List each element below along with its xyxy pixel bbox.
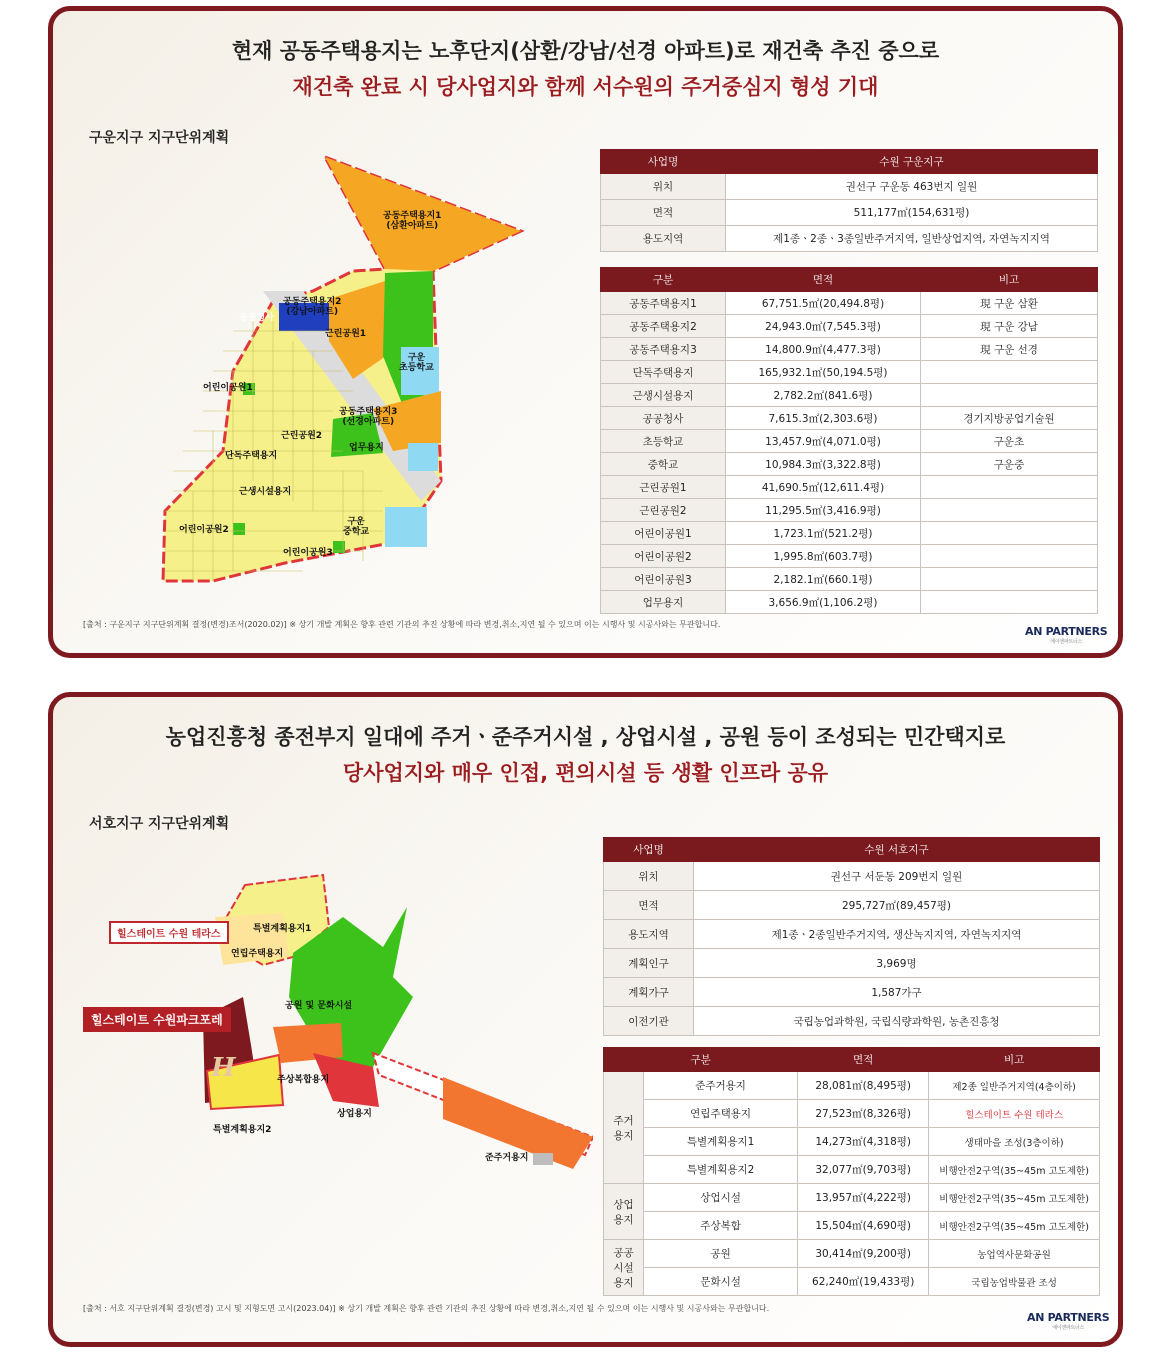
area-cell-type: 공원 [644, 1240, 798, 1268]
area-cell-note: 국립농업박물관 조성 [929, 1268, 1100, 1296]
area-cell-area: 24,943.0㎡(7,545.3평) [726, 315, 921, 338]
area-header-type: 구분 [604, 1048, 798, 1072]
seoho-area-table [603, 1047, 1100, 1296]
info-key: 위치 [604, 862, 694, 891]
area-cell-area: 14,273㎡(4,318평) [798, 1128, 929, 1156]
area-cell-type: 어린이공원1 [601, 522, 726, 545]
area-cell-type: 주상복합 [644, 1212, 798, 1240]
hillstate-parkforet-callout: 힐스테이트 수원파크포레 [83, 1007, 231, 1032]
area-cell-area: 13,957㎡(4,222평) [798, 1184, 929, 1212]
area-cell-area: 1,723.1㎡(521.2평) [726, 522, 921, 545]
table-row [604, 862, 1100, 891]
info-value: 권선구 서둔동 209번지 일원 [694, 862, 1100, 891]
map-label-middle: 구운 중학교 [343, 517, 370, 537]
area-cell-type: 근린공원1 [601, 476, 726, 499]
map-label-elem: 구운 초등학교 [399, 353, 434, 373]
table-row [601, 522, 1098, 545]
area-header-note: 비고 [929, 1048, 1100, 1072]
area-cell-type: 준주거용지 [644, 1072, 798, 1100]
map-label-kid2: 어린이공원2 [179, 525, 229, 535]
table-row [601, 568, 1098, 591]
table-row [604, 920, 1100, 949]
table-row [601, 545, 1098, 568]
table-row [604, 1007, 1100, 1036]
map-subtitle: 서호지구 지구단위계획 [89, 816, 230, 832]
area-header-note: 비고 [921, 268, 1098, 292]
area-cell-note: 現 구운 선경 [921, 338, 1098, 361]
area-cell-area: 14,800.9㎡(4,477.3평) [726, 338, 921, 361]
area-cell-note: 생태마을 조성(3층이하) [929, 1128, 1100, 1156]
map-label-apt2: 공동주택용지2 (강남아파트) [283, 297, 342, 317]
map-label-biz: 업무용지 [349, 443, 384, 453]
table-row [601, 200, 1098, 226]
table-row [601, 361, 1098, 384]
info-key: 면적 [604, 891, 694, 920]
area-cell-area: 2,782.2㎡(841.6평) [726, 384, 921, 407]
guun-area-table [600, 267, 1098, 614]
area-header-area: 면적 [798, 1048, 929, 1072]
map-label-office: 공공청사 [239, 313, 274, 323]
area-cell-note [921, 361, 1098, 384]
area-cell-area: 62,240㎡(19,433평) [798, 1268, 929, 1296]
area-cell-type: 상업시설 [644, 1184, 798, 1212]
table-row [601, 453, 1098, 476]
table-row [601, 315, 1098, 338]
map-label-kid1: 어린이공원1 [203, 383, 253, 393]
table-row [604, 891, 1100, 920]
info-value: 제1종ㆍ2종ㆍ3종일반주거지역, 일반상업지역, 자연녹지지역 [726, 226, 1098, 252]
info-key: 계획가구 [604, 978, 694, 1007]
info-key: 계획인구 [604, 949, 694, 978]
map-label-kid3: 어린이공원3 [283, 548, 333, 558]
area-cell-area: 3,656.9㎡(1,106.2평) [726, 591, 921, 614]
area-cell-area: 15,504㎡(4,690평) [798, 1212, 929, 1240]
area-cell-area: 67,751.5㎡(20,494.8평) [726, 292, 921, 315]
area-cell-area: 1,995.8㎡(603.7평) [726, 545, 921, 568]
area-header-type: 구분 [601, 268, 726, 292]
table-row [601, 476, 1098, 499]
map-label-park2: 근린공원2 [281, 431, 323, 441]
area-cell-note: 경기지방공업기술원 [921, 407, 1098, 430]
area-cell-type: 근생시설용지 [601, 384, 726, 407]
info-header-value: 수원 구운지구 [726, 150, 1098, 174]
table-row [604, 1128, 1100, 1156]
area-cell-type: 특별계획용지2 [644, 1156, 798, 1184]
area-cell-area: 27,523㎡(8,326평) [798, 1100, 929, 1128]
area-cell-type: 공동주택용지3 [601, 338, 726, 361]
area-cell-area: 7,615.3㎡(2,303.6평) [726, 407, 921, 430]
area-cell-type: 업무용지 [601, 591, 726, 614]
map-label-commercial: 상업용지 [337, 1109, 372, 1119]
headline-1: 현재 공동주택용지는 노후단지(삼환/강남/선경 아파트)로 재건축 추진 중으로 [231, 39, 940, 63]
info-value: 3,969명 [694, 949, 1100, 978]
guun-district-panel [48, 6, 1123, 658]
area-cell-area: 41,690.5㎡(12,611.4평) [726, 476, 921, 499]
table-row [604, 949, 1100, 978]
table-row [601, 407, 1098, 430]
map-label-mixed: 주상복합용지 [277, 1075, 330, 1085]
table-row [601, 384, 1098, 407]
area-cell-note: 구운초 [921, 430, 1098, 453]
seoho-map [193, 857, 593, 1197]
map-label-semi: 준주거용지 [485, 1153, 529, 1163]
source-note: [출처 : 서호 지구단위계획 결정(변경) 고시 및 지형도면 고시(2023.04)] ※ 상기 개발 계획은 향후 관련 기관의 추진 상황에 따라 변경,취소,지연 될 수 있으며 이는 시행사 및 시공사와는 무관합니다. [83, 1304, 770, 1313]
info-key: 용도지역 [601, 226, 726, 252]
area-cell-area: 32,077㎡(9,703평) [798, 1156, 929, 1184]
map-label-apt1: 공동주택용지1 (삼환아파트) [383, 211, 442, 231]
table-row [601, 430, 1098, 453]
info-value: 295,727㎡(89,457평) [694, 891, 1100, 920]
logo-text: AN PARTNERS [1025, 625, 1108, 638]
info-value: 국립농업과학원, 국립식량과학원, 농촌진흥청 [694, 1007, 1100, 1036]
area-cell-note: 구운중 [921, 453, 1098, 476]
table-row [601, 591, 1098, 614]
map-label-apt3: 공동주택용지3 (선경아파트) [339, 407, 398, 427]
table-row [604, 978, 1100, 1007]
area-cell-type: 중학교 [601, 453, 726, 476]
headline-2: 당사업지와 매우 인접, 편의시설 등 생활 인프라 공유 [342, 761, 829, 785]
area-cell-note: 비행안전2구역(35~45m 고도제한) [929, 1212, 1100, 1240]
info-header-key: 사업명 [601, 150, 726, 174]
area-cell-area: 11,295.5㎡(3,416.9평) [726, 499, 921, 522]
area-cell-note [921, 545, 1098, 568]
area-group-label: 주거 용지 [604, 1072, 644, 1184]
area-cell-area: 30,414㎡(9,200평) [798, 1240, 929, 1268]
table-row [604, 1240, 1100, 1268]
headline-2: 재건축 완료 시 당사업지와 함께 서수원의 주거중심지 형성 기대 [292, 75, 879, 99]
area-cell-area: 13,457.9㎡(4,071.0평) [726, 430, 921, 453]
table-row [604, 1072, 1100, 1100]
area-cell-type: 공동주택용지2 [601, 315, 726, 338]
area-cell-note: 現 구운 삼환 [921, 292, 1098, 315]
info-header-value: 수원 서호지구 [694, 838, 1100, 862]
area-cell-note: 힐스테이트 수원 테라스 [929, 1100, 1100, 1128]
table-row [601, 338, 1098, 361]
area-cell-note [921, 476, 1098, 499]
table-row [604, 1184, 1100, 1212]
info-key: 이전기관 [604, 1007, 694, 1036]
area-cell-note: 비행안전2구역(35~45m 고도제한) [929, 1184, 1100, 1212]
table-row [604, 1212, 1100, 1240]
headline-1: 농업진흥청 종전부지 일대에 주거ㆍ준주거시설 , 상업시설 , 공원 등이 조성되는 민간택지로 [165, 725, 1006, 749]
info-value: 제1종ㆍ2종일반주거지역, 생산녹지지역, 자연녹지지역 [694, 920, 1100, 949]
area-cell-area: 2,182.1㎡(660.1평) [726, 568, 921, 591]
seoho-info-table [603, 837, 1100, 1036]
area-cell-note [921, 568, 1098, 591]
area-cell-type: 연립주택용지 [644, 1100, 798, 1128]
area-cell-note [921, 522, 1098, 545]
map-label-special1: 특별계획용지1 [253, 924, 312, 934]
table-row [601, 499, 1098, 522]
table-row [601, 174, 1098, 200]
hillstate-h-logo: H [211, 1053, 236, 1083]
table-row [604, 1156, 1100, 1184]
seoho-district-panel [48, 692, 1123, 1347]
area-cell-area: 165,932.1㎡(50,194.5평) [726, 361, 921, 384]
guun-map [103, 151, 543, 591]
area-cell-type: 어린이공원2 [601, 545, 726, 568]
map-label-retail: 근생시설용지 [239, 487, 292, 497]
area-group-label: 상업 용지 [604, 1184, 644, 1240]
info-key: 용도지역 [604, 920, 694, 949]
table-row [601, 226, 1098, 252]
guun-info-table [600, 149, 1098, 252]
table-row [601, 292, 1098, 315]
area-cell-type: 근린공원2 [601, 499, 726, 522]
area-cell-note: 비행안전2구역(35~45m 고도제한) [929, 1156, 1100, 1184]
info-value: 511,177㎡(154,631평) [726, 200, 1098, 226]
company-logo [1025, 625, 1107, 645]
area-cell-type: 문화시설 [644, 1268, 798, 1296]
area-cell-type: 공동주택용지1 [601, 292, 726, 315]
map-label-house: 단독주택용지 [225, 451, 278, 461]
area-cell-type: 단독주택용지 [601, 361, 726, 384]
map-label-special2: 특별계획용지2 [213, 1125, 272, 1135]
area-cell-type: 초등학교 [601, 430, 726, 453]
map-subtitle: 구운지구 지구단위계획 [89, 130, 230, 146]
area-cell-type: 어린이공원3 [601, 568, 726, 591]
area-cell-note: 現 구운 강남 [921, 315, 1098, 338]
area-header-area: 면적 [726, 268, 921, 292]
info-value: 권선구 구운동 463번지 일원 [726, 174, 1098, 200]
table-row [604, 1100, 1100, 1128]
map-label-park: 공원 및 문화시설 [285, 1001, 353, 1011]
area-cell-note: 농업역사문화공원 [929, 1240, 1100, 1268]
area-cell-note: 제2종 일반주거지역(4층이하) [929, 1072, 1100, 1100]
area-cell-area: 10,984.3㎡(3,322.8평) [726, 453, 921, 476]
map-label-park1: 근린공원1 [325, 329, 367, 339]
area-cell-area: 28,081㎡(8,495평) [798, 1072, 929, 1100]
area-cell-note [921, 591, 1098, 614]
info-key: 면적 [601, 200, 726, 226]
area-group-label: 공공 시설 용지 [604, 1240, 644, 1296]
logo-text: AN PARTNERS [1027, 1311, 1110, 1324]
area-cell-note [921, 384, 1098, 407]
area-cell-type: 공공청사 [601, 407, 726, 430]
info-key: 위치 [601, 174, 726, 200]
hillstate-terrace-callout: 힐스테이트 수원 테라스 [109, 921, 229, 944]
info-header-key: 사업명 [604, 838, 694, 862]
source-note: [출처 : 구운지구 지구단위계획 결정(변경)조서(2020.02)] ※ 상기 개발 계획은 향후 관련 기관의 추진 상황에 따라 변경,취소,지연 될 수 있으며 이는 시행사 및 시공사와는 무관합니다. [83, 620, 721, 629]
info-value: 1,587가구 [694, 978, 1100, 1007]
area-cell-note [921, 499, 1098, 522]
logo-subtext: 에이엔파트너스 [1052, 1325, 1085, 1331]
company-logo [1027, 1311, 1109, 1331]
area-cell-type: 특별계획용지1 [644, 1128, 798, 1156]
map-label-row-house: 연립주택용지 [231, 949, 284, 959]
logo-subtext: 에이엔파트너스 [1050, 639, 1083, 645]
table-row [604, 1268, 1100, 1296]
